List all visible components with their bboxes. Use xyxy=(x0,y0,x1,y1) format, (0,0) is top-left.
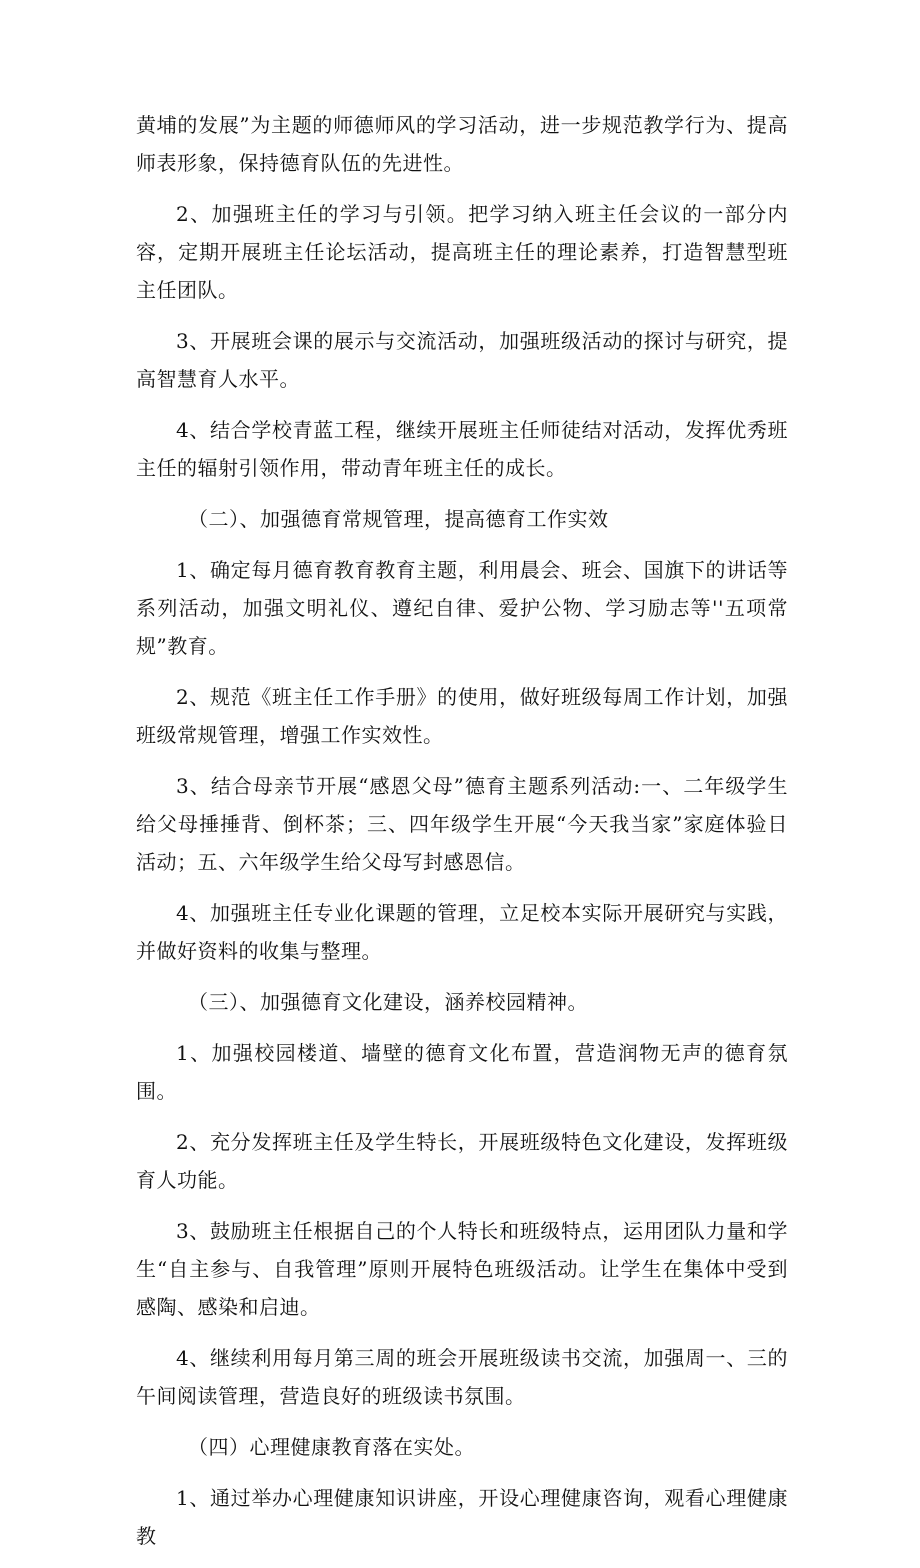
paragraph-item: 3、开展班会课的展示与交流活动，加强班级活动的探讨与研究，提高智慧育人水平。 xyxy=(136,329,788,391)
section-heading: （四）心理健康教育落在实处。 xyxy=(188,1435,475,1459)
paragraph-item: 3、鼓励班主任根据自己的个人特长和班级特点，运用团队力量和学生“自主参与、自我管理”原则开展特色班级活动。让学生在集体中受到感陶、感染和启迪。 xyxy=(136,1219,788,1319)
paragraph-item: 3、结合母亲节开展“感恩父母”德育主题系列活动:一、二年级学生给父母捶捶背、倒杯茶；三、四年级学生开展“今天我当家”家庭体验日活动；五、六年级学生给父母写封感恩信。 xyxy=(136,774,788,874)
paragraph-item: 4、结合学校青蓝工程，继续开展班主任师徒结对活动，发挥优秀班主任的辐射引领作用，带动青年班主任的成长。 xyxy=(136,418,788,480)
paragraph-item: 4、继续利用每月第三周的班会开展班级读书交流，加强周一、三的午间阅读管理，营造良好的班级读书氛围。 xyxy=(136,1346,788,1408)
paragraph-item: 1、加强校园楼道、墙壁的德育文化布置，营造润物无声的德育氛围。 xyxy=(136,1041,788,1103)
paragraph-continuation: 黄埔的发展”为主题的师德师风的学习活动，进一步规范教学行为、提高师表形象，保持德育队伍的先进性。 xyxy=(136,113,788,175)
paragraph-item: 4、加强班主任专业化课题的管理，立足校本实际开展研究与实践，并做好资料的收集与整理。 xyxy=(136,901,788,963)
section-heading: （三）、加强德育文化建设，涵养校园精神。 xyxy=(188,990,588,1014)
paragraph-item: 2、充分发挥班主任及学生特长，开展班级特色文化建设，发挥班级育人功能。 xyxy=(136,1130,788,1192)
paragraph-item: 1、确定每月德育教育教育主题，利用晨会、班会、国旗下的讲话等系列活动，加强文明礼仪、遵纪自律、爱护公物、学习励志等''五项常规”教育。 xyxy=(136,558,788,658)
document-page xyxy=(136,106,788,1568)
paragraph-item: 2、加强班主任的学习与引领。把学习纳入班主任会议的一部分内容，定期开展班主任论坛活动，提高班主任的理论素养，打造智慧型班主任团队。 xyxy=(136,202,788,302)
section-heading: （二）、加强德育常规管理，提高德育工作实效 xyxy=(188,507,609,531)
paragraph-item: 2、规范《班主任工作手册》的使用，做好班级每周工作计划，加强班级常规管理，增强工作实效性。 xyxy=(136,685,788,747)
paragraph-item: 1、通过举办心理健康知识讲座，开设心理健康咨询，观看心理健康教 xyxy=(136,1486,788,1548)
